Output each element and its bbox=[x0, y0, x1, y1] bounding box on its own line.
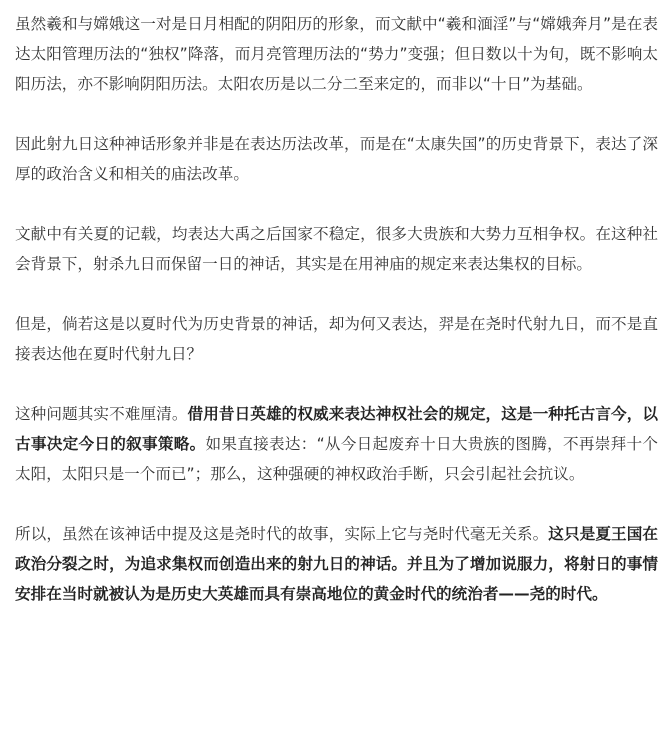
paragraph-text: 文献中有关夏的记载，均表达大禹之后国家不稳定，很多大贵族和大势力互相争权。在这种社会背景下，射杀九日而保留一日的神话，其实是在用神庙的规定来表达集权的目标。 bbox=[15, 225, 658, 273]
paragraph-text: 如果直接表达：“从今日起废弃十日大贵族的图腾，不再崇拜十个太阳，太阳只是一个而已”；那么，这种强硬的神权政治手断，只会引起社会抗议。 bbox=[15, 435, 658, 483]
paragraph-text: 因此射九日这种神话形象并非是在表达历法改革，而是在“太康失国”的历史背景下，表达了深厚的政治含义和相关的庙法改革。 bbox=[15, 135, 658, 183]
paragraph bbox=[15, 9, 658, 99]
emphasized-text: 这只是夏王国在政治分裂之时，为追求集权而创造出来的射九日的神话。并且为了增加说服力，将射日的事情安排在当时就被认为是历史大英雄而具有崇高地位的黄金时代的统治者——尧的时代。 bbox=[15, 525, 658, 603]
paragraph-text: 这种问题其实不难厘清。 bbox=[15, 405, 188, 423]
paragraph bbox=[15, 129, 658, 189]
paragraph bbox=[15, 309, 658, 369]
paragraph-text: 但是，倘若这是以夏时代为历史背景的神话，却为何又表达，羿是在尧时代射九日，而不是直接表达他在夏时代射九日？ bbox=[15, 315, 658, 363]
emphasized-text: 借用昔日英雄的权威来表达神权社会的规定，这是一种托古言今，以古事决定今日的叙事策略。 bbox=[15, 405, 658, 453]
article-body bbox=[15, 9, 658, 639]
paragraph-text: 虽然羲和与嫦娥这一对是日月相配的阴阳历的形象，而文献中“羲和湎淫”与“嫦娥奔月”是在表达太阳管理历法的“独权”降落，而月亮管理历法的“势力”变强；但日数以十为旬，既不影响太阳历法，亦不影响阴阳历法。太阳农历是以二分二至来定的，而非以“十日”为基础。 bbox=[15, 15, 658, 93]
paragraph bbox=[15, 519, 658, 609]
paragraph-text: 所以，虽然在该神话中提及这是尧时代的故事，实际上它与尧时代毫无关系。 bbox=[15, 525, 549, 543]
paragraph bbox=[15, 219, 658, 279]
paragraph bbox=[15, 399, 658, 489]
